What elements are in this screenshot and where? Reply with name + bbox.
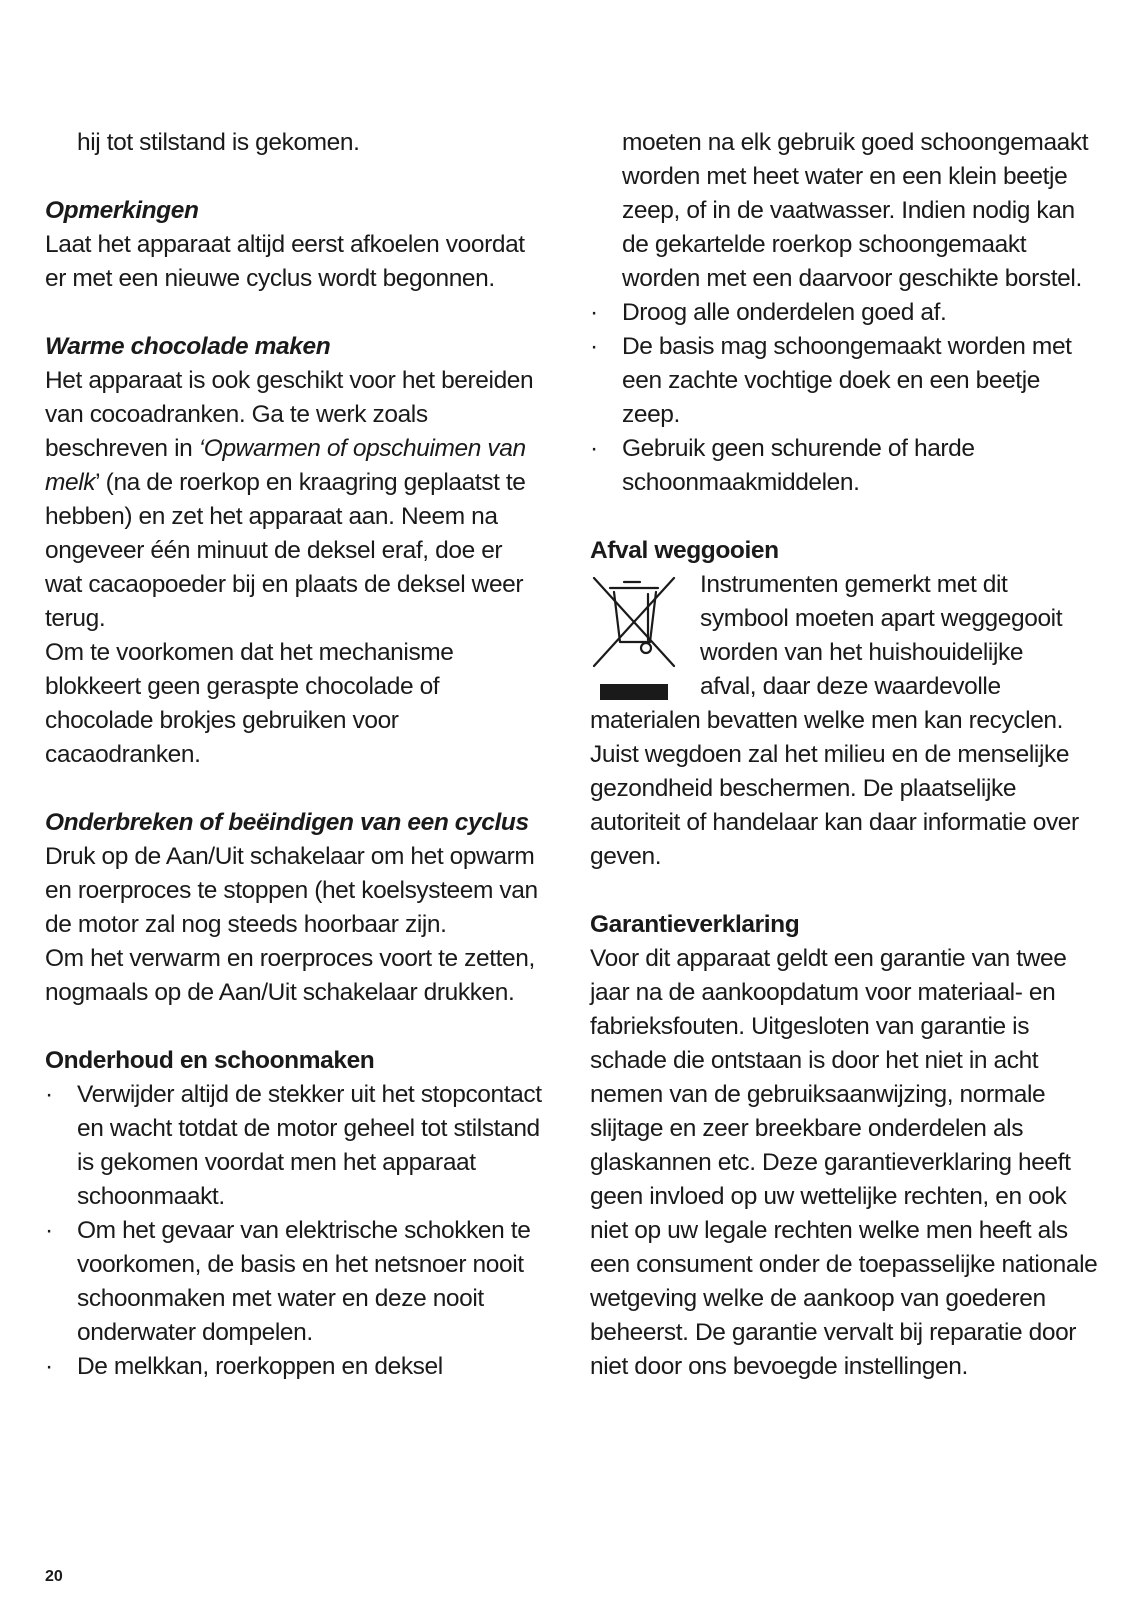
page-number: 20 xyxy=(45,1568,63,1585)
list-item: · Gebruik geen schurende of harde schoonmaakmiddelen. xyxy=(590,435,975,496)
chocolade-reference: ‘Opwarmen of opschuimen van melk xyxy=(45,435,526,496)
right-column xyxy=(590,126,1100,1384)
opmerkingen-heading: Opmerkingen xyxy=(45,197,199,224)
left-column xyxy=(45,126,545,1384)
list-item: · De basis mag schoongemaakt worden met een zachte vochtige doek en een beetje zeep. xyxy=(590,333,1072,428)
afval-heading: Afval weggooien xyxy=(590,537,779,564)
onderbreken-paragraph-1: Druk op de Aan/Uit schakelaar om het opwarm en roerproces te stoppen (het koelsysteem van de motor zal nog steeds hoorbaar zijn. xyxy=(45,843,538,938)
onderbreken-heading: Onderbreken of beëindigen van een cyclus xyxy=(45,809,529,836)
list-item: · De melkkan, roerkoppen en deksel xyxy=(45,1353,443,1380)
onderhoud-list xyxy=(45,1078,545,1384)
list-item: · Verwijder altijd de stekker uit het stopcontact en wacht totdat de motor geheel tot stilstand is gekomen voordat men het apparaat schoonmaakt. xyxy=(45,1081,542,1210)
continuation-text: moeten na elk gebruik goed schoongemaakt worden met heet water en een klein beetje zeep, of in de vaatwasser. Indien nodig kan de gekartelde roerkop schoongemaakt worden met een daarvoor geschikte borstel. xyxy=(622,129,1089,292)
chocolade-heading: Warme chocolade maken xyxy=(45,333,331,360)
garantie-text: Voor dit apparaat geldt een garantie van twee jaar na de aankoopdatum voor materiaal- en fabrieksfouten. Uitgesloten van garantie is schade die ontstaan is door het niet in acht nemen van de gebruiksaanwijzing, normale slijtage en zeer breekbare onderdelen als glaskannen etc. Deze garantieverklaring heeft geen invloed op uw wettelijke rechten, en ook niet op uw legale rechten welke men heeft als een consument onder de toepasselijke nationale wetgeving welke de aankoop van goederen beheerst. De garantie vervalt bij reparatie door niet door ons bevoegde instellingen. xyxy=(590,945,1098,1380)
onderhoud-heading: Onderhoud en schoonmaken xyxy=(45,1047,375,1074)
chocolade-paragraph-2: Om te voorkomen dat het mechanisme blokkeert geen geraspte chocolade of chocolade brokjes gebruiken voor cacaodranken. xyxy=(45,639,454,768)
chocolade-paragraph-1: Het apparaat is ook geschikt voor het bereiden van cocoadranken. Ga te werk zoals beschreven in ‘Opwarmen of opschuimen van melk’ (na de roerkop en kraagring geplaatst te hebben) en zet het apparaat aan. Neem na ongeveer één minuut de deksel eraf, doe er wat cacaopoeder bij en plaats de deksel weer terug. xyxy=(45,367,534,632)
afval-block: Instrumenten gemerkt met dit symbool moeten apart weggegooit worden van het huishouidelijke afval, daar deze waardevolle xyxy=(590,568,1100,704)
garantie-heading: Garantieverklaring xyxy=(590,911,800,938)
afval-text: materialen bevatten welke men kan recyclen. Juist wegdoen zal het milieu en de menselijke gezondheid beschermen. De plaatselijke autoriteit of handelaar kan daar informatie over geven. xyxy=(590,707,1079,870)
crossed-out-wheelie-bin-icon xyxy=(590,572,678,702)
continuation-line: hij tot stilstand is gekomen. xyxy=(77,129,360,156)
cleaning-list xyxy=(590,296,1100,500)
onderbreken-paragraph-2: Om het verwarm en roerproces voort te zetten, nogmaals op de Aan/Uit schakelaar drukken. xyxy=(45,945,535,1006)
list-item: · Droog alle onderdelen goed af. xyxy=(590,299,947,326)
opmerkingen-text: Laat het apparaat altijd eerst afkoelen voordat er met een nieuwe cyclus wordt begonnen. xyxy=(45,231,525,292)
list-item: · Om het gevaar van elektrische schokken te voorkomen, de basis en het netsnoer nooit schoonmaken met water en deze nooit onderwater dompelen. xyxy=(45,1217,531,1346)
